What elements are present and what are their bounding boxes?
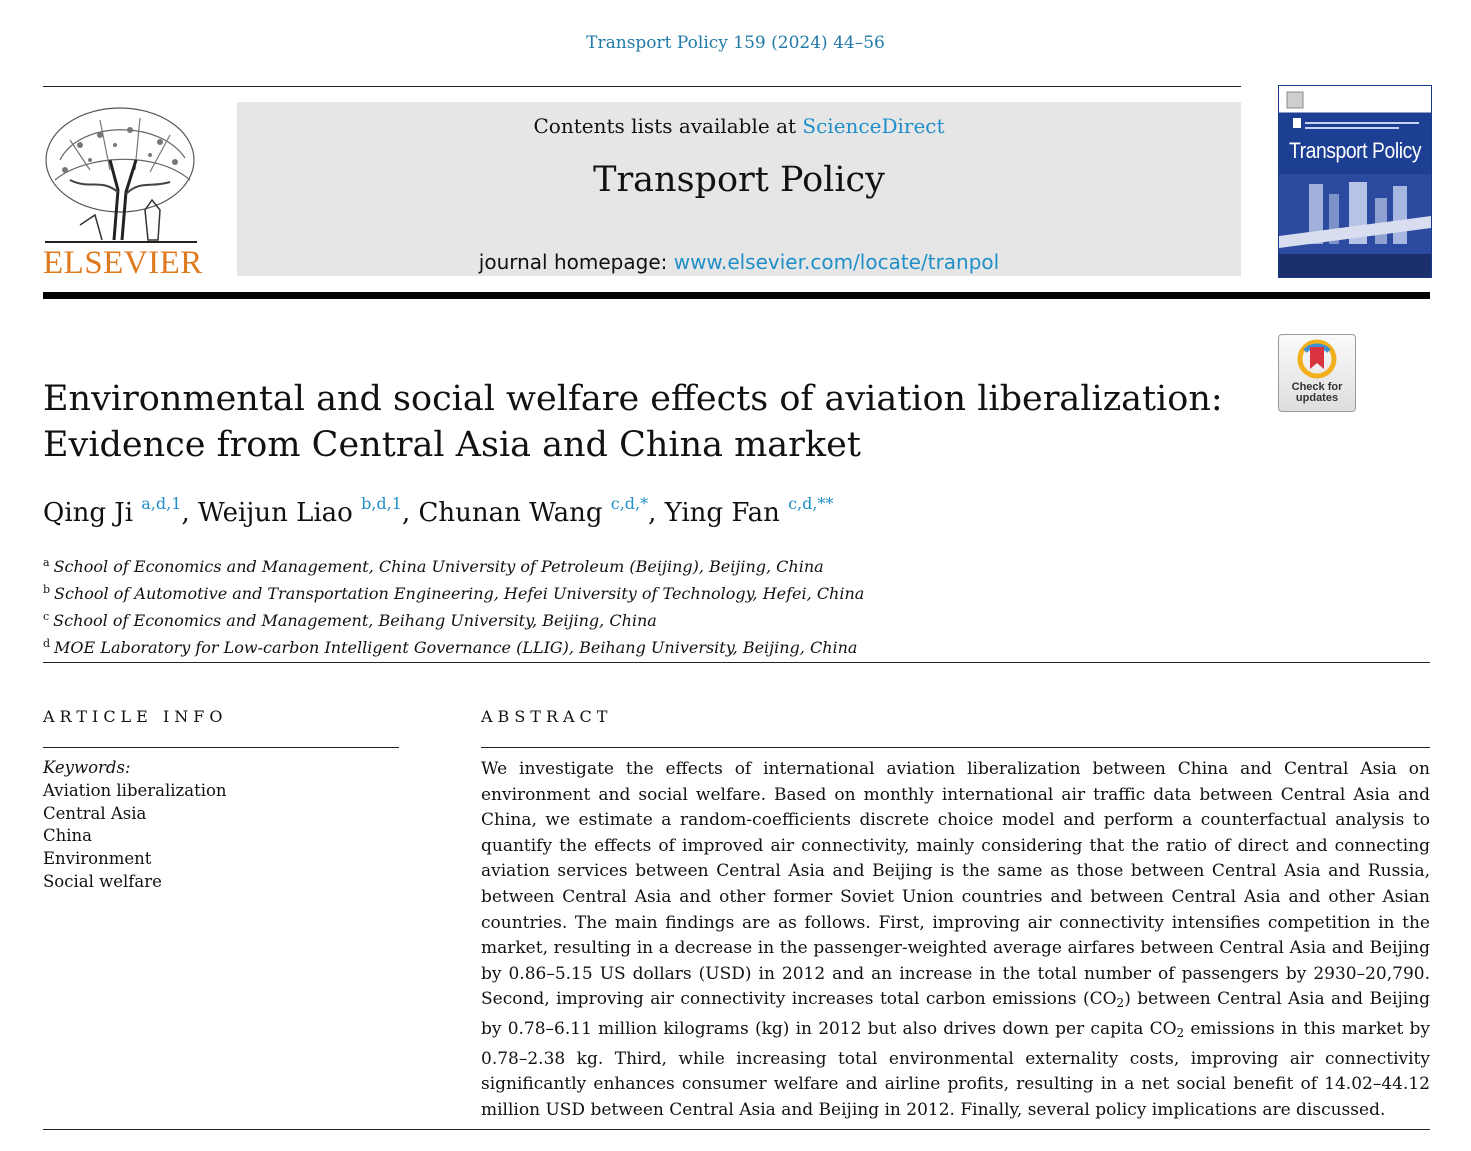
bottom-divider: [43, 1129, 1430, 1130]
update-line2: updates: [1295, 392, 1339, 404]
article-title: [43, 376, 1223, 468]
co2-subscript: 2: [1116, 996, 1125, 1011]
author-marks[interactable]: c,d,**: [788, 494, 834, 513]
cover-title: Transport Policy: [1288, 138, 1422, 163]
keyword-item: Aviation liberalization: [43, 780, 227, 800]
elsevier-wordmark: ELSEVIER: [43, 245, 203, 281]
homepage-prefix: journal homepage:: [478, 250, 674, 274]
contents-available-line: [237, 114, 1241, 138]
article-title-line2: Evidence from Central Asia and China market: [43, 425, 861, 465]
affiliation-mark: c: [43, 610, 50, 623]
journal-cover-image[interactable]: [1278, 85, 1432, 278]
abstract-text: [481, 757, 1430, 1123]
keyword-item: China: [43, 826, 92, 846]
article-title-line1: Environmental and social welfare effects of aviation liberalization:: [43, 379, 1223, 419]
co2-subscript: 2: [1176, 1025, 1185, 1040]
check-for-updates-label: [1279, 382, 1355, 404]
author-marks[interactable]: c,d,*: [610, 494, 649, 513]
affiliation-item: [43, 578, 864, 605]
keyword-item: Social welfare: [43, 871, 162, 891]
article-info-divider: [43, 747, 399, 748]
sciencedirect-link[interactable]: ScienceDirect: [802, 114, 945, 138]
abstract-part1: We investigate the effects of international aviation liberalization between China and Central Asia on environment and social welfare. Based on monthly international air traffic data between Central Asia and China, we estimate a random-coefficients discrete choice model and perform a counterfactual analysis to quantify the effects of improved air connectivity, mainly considering that the ratio of direct and connecting aviation services between Central Asia and Beijing is the same as those between Central Asia and Russia, between Central Asia and other former Soviet Union countries and between Central Asia and other Asian countries. The main findings are as follows. First, improving air connectivity intensifies competition in the market, resulting in a decrease in the passenger-weighted average airfares between Central Asia and Beijing by 0.86–5.15 US dollars (USD) in 2012 and an increase in the total number of passengers by 2930–20,790. Second, improving air connectivity increases total carbon emissions (CO: [481, 759, 1430, 1010]
keywords-label: Keywords:: [43, 758, 131, 777]
affiliation-list: [43, 551, 864, 659]
affiliation-item: [43, 632, 864, 659]
affiliation-mark: a: [43, 556, 50, 569]
journal-title: Transport Policy: [593, 160, 885, 200]
abstract-divider: [481, 747, 1430, 748]
author-name[interactable]: Ying Fan: [664, 498, 780, 528]
affiliation-text: School of Automotive and Transportation Engineering, Hefei University of Technology, Hefei, China: [54, 584, 865, 603]
affiliation-text: School of Economics and Management, Beihang University, Beijing, China: [53, 611, 657, 630]
author-name[interactable]: Weijun Liao: [197, 498, 353, 528]
journal-masthead: [237, 102, 1241, 276]
affiliation-item: [43, 605, 864, 632]
affiliation-mark: d: [43, 637, 51, 650]
author-marks[interactable]: a,d,1: [141, 494, 182, 513]
masthead-divider: [43, 292, 1430, 299]
update-line1: Check for: [1291, 381, 1343, 393]
journal-homepage-line: [237, 250, 1241, 274]
affiliation-mark: b: [43, 583, 51, 596]
abstract-part3: emissions in this market by 0.78–2.38 kg. Third, while increasing total environmental externality costs, improving air connectivity significantly enhances consumer welfare and airline profits, resulting in a net social benefit of 14.02–44.12 million USD between Central Asia and Beijing in 2012. Finally, several policy implications are discussed.: [481, 1018, 1430, 1120]
author-marks[interactable]: b,d,1: [361, 494, 402, 513]
journal-homepage-link[interactable]: www.elsevier.com/locate/tranpol: [673, 250, 1000, 274]
keywords-block: [43, 757, 227, 894]
section-divider: [43, 662, 1430, 663]
affiliation-text: School of Economics and Management, China University of Petroleum (Beijing), Beijing, China: [53, 557, 824, 576]
keyword-item: Environment: [43, 849, 152, 869]
contents-prefix: Contents lists available at: [533, 114, 803, 138]
abstract-part2: ) between Central Asia and Beijing by 0.78–6.11 million kilograms (kg) in 2012 but also drives down per capita CO: [481, 989, 1430, 1039]
author-name[interactable]: Chunan Wang: [418, 498, 603, 528]
keyword-item: Central Asia: [43, 803, 147, 823]
journal-citation[interactable]: Transport Policy 159 (2024) 44–56: [586, 33, 885, 53]
article-info-heading: ARTICLE INFO: [43, 707, 228, 726]
crossmark-icon: [1297, 339, 1337, 379]
author-list: Qing Ji $^{a,d,1}$, Weijun Liao $^{b,d,1}$, Chunan Wang $^{c,d,*}$, Ying Fan $^{c,d,**}$: [43, 494, 834, 528]
affiliation-item: [43, 551, 864, 578]
check-for-updates-button[interactable]: [1278, 334, 1356, 412]
author-name[interactable]: Qing Ji: [43, 498, 134, 528]
abstract-heading: ABSTRACT: [481, 707, 613, 726]
cover-artwork-icon: [1279, 86, 1431, 277]
top-divider: [43, 86, 1241, 87]
affiliation-text: MOE Laboratory for Low-carbon Intelligent Governance (LLIG), Beihang University, Beijing, China: [54, 638, 858, 657]
